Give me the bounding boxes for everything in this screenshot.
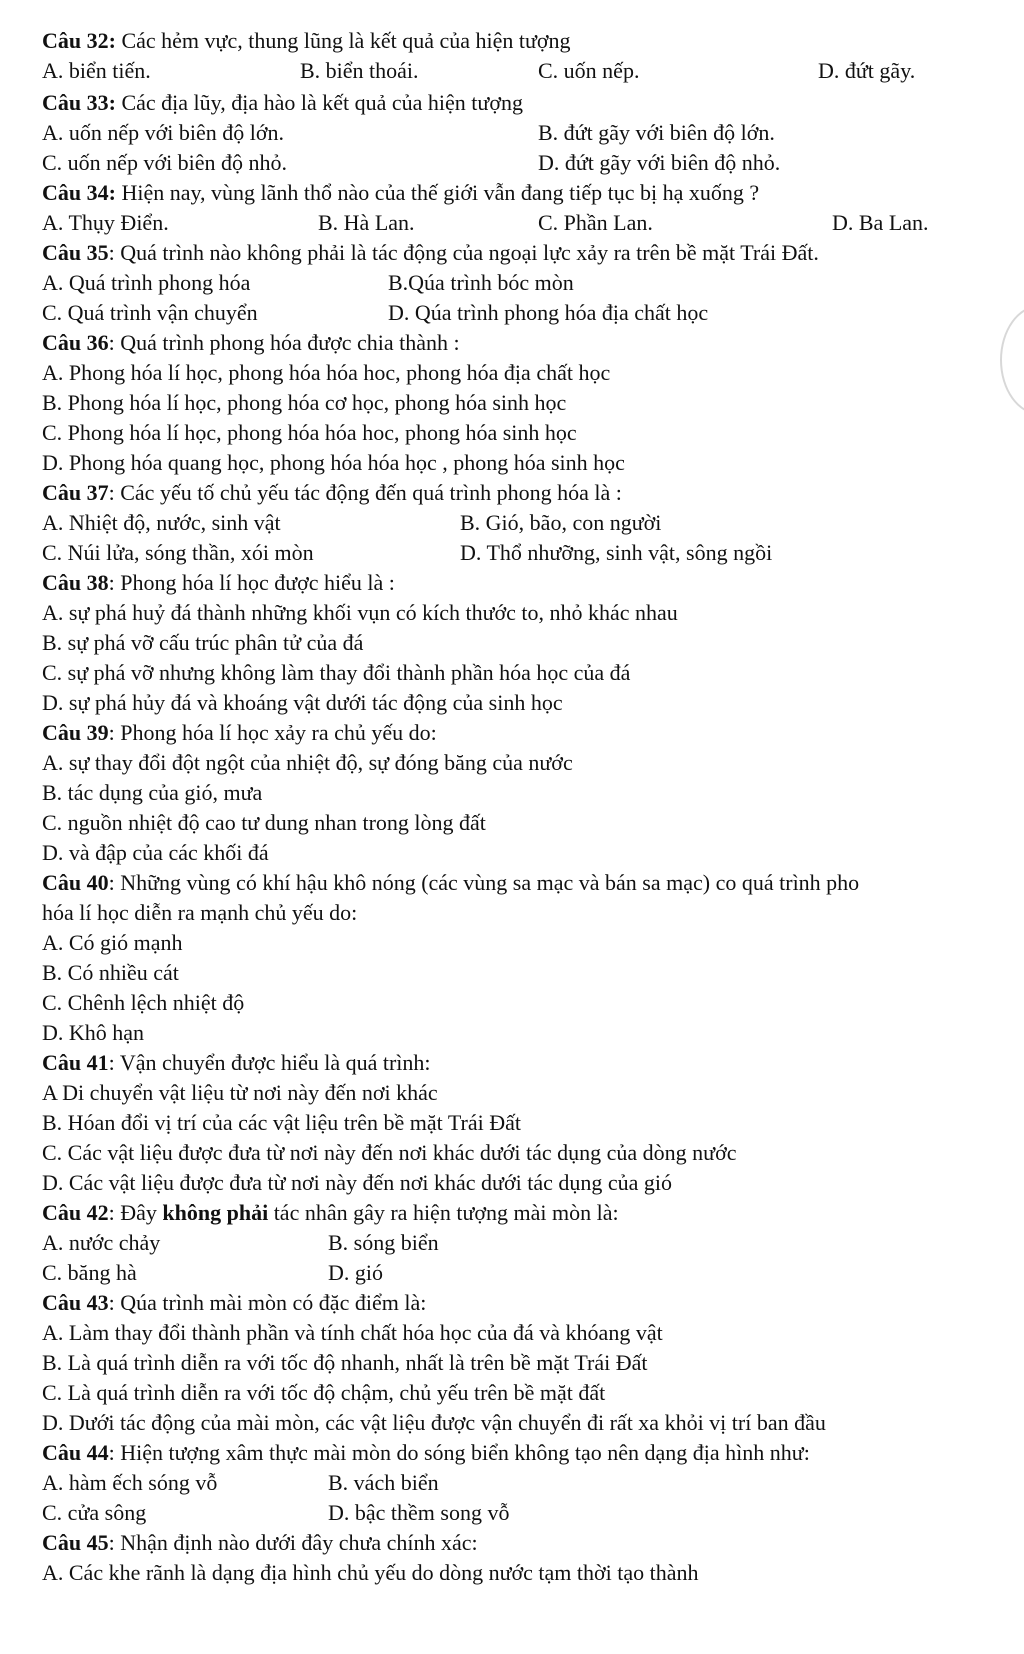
question-text: : Quá trình nào không phải là tác động của ngoại lực xảy ra trên bề mặt Trái Đất. <box>108 240 819 265</box>
option-a: A. sự thay đổi đột ngột của nhiệt độ, sự đóng băng của nước <box>42 750 573 775</box>
option-b: B. sự phá vỡ cấu trúc phân tử của đá <box>42 630 364 655</box>
question-emphasis: không phải <box>162 1200 269 1225</box>
question-text: : Quá trình phong hóa được chia thành : <box>108 330 460 355</box>
option-b: B. Là quá trình diễn ra với tốc độ nhanh, nhất là trên bề mặt Trái Đất <box>42 1350 648 1375</box>
question-40 <box>42 872 859 894</box>
question-38 <box>42 572 395 594</box>
question-text: : Các yếu tố chủ yếu tác động đến quá trình phong hóa là : <box>108 480 622 505</box>
page-edge-curve <box>1000 305 1024 415</box>
question-41 <box>42 1052 431 1074</box>
option-a: A. Phong hóa lí học, phong hóa hóa hoc, phong hóa địa chất học <box>42 360 611 385</box>
question-text: : Nhận định nào dưới đây chưa chính xác: <box>108 1530 478 1555</box>
option-c: C. uốn nếp. <box>538 58 640 83</box>
question-number: Câu 42 <box>42 1200 109 1225</box>
question-number: Câu 40 <box>42 870 109 895</box>
question-text: : Qúa trình mài mòn có đặc điểm là: <box>108 1290 427 1315</box>
question-number: Câu 34: <box>42 180 116 205</box>
option-c: C. Phần Lan. <box>538 210 653 235</box>
option-a: A. hàm ếch sóng vỗ <box>42 1470 218 1495</box>
question-text: : Những vùng có khí hậu khô nóng (các vùng sa mạc và bán sa mạc) co quá trình pho <box>108 870 860 895</box>
option-c: C. Là quá trình diễn ra với tốc độ chậm, chủ yếu trên bề mặt đất <box>42 1380 606 1405</box>
option-c: C. Phong hóa lí học, phong hóa hóa hoc, phong hóa sinh học <box>42 420 577 445</box>
question-number: Câu 43 <box>42 1290 109 1315</box>
question-35 <box>42 242 819 264</box>
question-number: Câu 44 <box>42 1440 109 1465</box>
question-text: : Vận chuyển được hiểu là quá trình: <box>108 1050 431 1075</box>
option-a: A. biển tiến. <box>42 58 151 83</box>
option-a: A. uốn nếp với biên độ lớn. <box>42 120 285 145</box>
question-36 <box>42 332 460 354</box>
option-b: B. Phong hóa lí học, phong hóa cơ học, phong hóa sinh học <box>42 390 567 415</box>
option-d: D. Ba Lan. <box>832 210 929 235</box>
option-b: B. Có nhiều cát <box>42 960 179 985</box>
option-d: D. sự phá hủy đá và khoáng vật dưới tác động của sinh học <box>42 690 563 715</box>
option-b: B. sóng biển <box>328 1230 439 1255</box>
option-d: D. gió <box>328 1260 383 1285</box>
option-a: A. Có gió mạnh <box>42 930 183 955</box>
option-b: B. vách biển <box>328 1470 439 1495</box>
option-c: C. Chênh lệch nhiệt độ <box>42 990 245 1015</box>
option-c: C. nguồn nhiệt độ cao tư dung nhan trong lòng đất <box>42 810 486 835</box>
option-a: A. sự phá huỷ đá thành những khối vụn có kích thước to, nhỏ khác nhau <box>42 600 678 625</box>
option-d: D. Phong hóa quang học, phong hóa hóa học , phong hóa sinh học <box>42 450 625 475</box>
question-number: Câu 32: <box>42 28 116 53</box>
question-text: Các hẻm vực, thung lũng là kết quả của hiện tượng <box>115 28 571 53</box>
question-text: : Hiện tượng xâm thực mài mòn do sóng biển không tạo nên dạng địa hình như: <box>108 1440 810 1465</box>
question-text: Hiện nay, vùng lãnh thổ nào của thế giới vẫn đang tiếp tục bị hạ xuống ? <box>115 180 760 205</box>
question-text: tác nhân gây ra hiện tượng mài mòn là: <box>268 1200 619 1225</box>
option-b: B. đứt gãy với biên độ lớn. <box>538 120 775 145</box>
question-42 <box>42 1202 619 1224</box>
question-number: Câu 33: <box>42 90 116 115</box>
question-44 <box>42 1442 810 1464</box>
option-a: A. Các khe rãnh là dạng địa hình chủ yếu do dòng nước tạm thời tạo thành <box>42 1560 699 1585</box>
option-d: D. Khô hạn <box>42 1020 145 1045</box>
option-c: C. Quá trình vận chuyển <box>42 300 258 325</box>
question-43 <box>42 1292 426 1314</box>
option-c: C. sự phá vỡ nhưng không làm thay đổi thành phần hóa học của đá <box>42 660 631 685</box>
option-a: A. nước chảy <box>42 1230 161 1255</box>
question-number: Câu 36 <box>42 330 109 355</box>
option-c: C. cửa sông <box>42 1500 147 1525</box>
option-d: D. Dưới tác động của mài mòn, các vật liệu được vận chuyển đi rất xa khỏi vị trí ban đầu <box>42 1410 826 1435</box>
option-a: A. Quá trình phong hóa <box>42 270 251 295</box>
question-text-pre: : Đây <box>108 1200 163 1225</box>
question-number: Câu 35 <box>42 240 109 265</box>
question-32 <box>42 30 571 52</box>
option-b: B. biển thoái. <box>300 58 419 83</box>
question-number: Câu 41 <box>42 1050 109 1075</box>
option-b: B. tác dụng của gió, mưa <box>42 780 263 805</box>
option-d: D. bậc thềm song vỗ <box>328 1500 510 1525</box>
option-b: B. Hóan đổi vị trí của các vật liệu trên bề mặt Trái Đất <box>42 1110 521 1135</box>
option-a: A. Thụy Điển. <box>42 210 169 235</box>
option-c: C. Các vật liệu được đưa từ nơi này đến nơi khác dưới tác dụng của dòng nước <box>42 1140 737 1165</box>
question-45 <box>42 1532 478 1554</box>
option-a: A. Làm thay đổi thành phần và tính chất hóa học của đá và khóang vật <box>42 1320 663 1345</box>
question-number: Câu 45 <box>42 1530 109 1555</box>
question-number: Câu 38 <box>42 570 109 595</box>
question-34 <box>42 182 759 204</box>
option-c: C. Núi lửa, sóng thần, xói mòn <box>42 540 314 565</box>
option-d: D. Các vật liệu được đưa từ nơi này đến nơi khác dưới tác dụng của gió <box>42 1170 673 1195</box>
option-d: D. đứt gãy. <box>818 58 916 83</box>
question-text: : Phong hóa lí học được hiểu là : <box>108 570 395 595</box>
option-d: D. và đập của các khối đá <box>42 840 269 865</box>
question-number: Câu 37 <box>42 480 109 505</box>
option-c: C. uốn nếp với biên độ nhỏ. <box>42 150 288 175</box>
option-d: D. Thổ nhưỡng, sinh vật, sông ngồi <box>460 540 773 565</box>
question-text: : Phong hóa lí học xảy ra chủ yếu do: <box>108 720 437 745</box>
question-number: Câu 39 <box>42 720 109 745</box>
option-b: B. Hà Lan. <box>318 210 415 235</box>
option-c: C. băng hà <box>42 1260 137 1285</box>
option-a: A Di chuyển vật liệu từ nơi này đến nơi khác <box>42 1080 438 1105</box>
question-text-continued: hóa lí học diễn ra mạnh chủ yếu do: <box>42 900 358 925</box>
question-37 <box>42 482 622 504</box>
question-text: Các địa lũy, địa hào là kết quả của hiện tượng <box>115 90 523 115</box>
option-d: D. đứt gãy với biên độ nhỏ. <box>538 150 781 175</box>
option-a: A. Nhiệt độ, nước, sinh vật <box>42 510 281 535</box>
question-39 <box>42 722 437 744</box>
option-b: B. Gió, bão, con người <box>460 510 662 535</box>
option-d: D. Qúa trình phong hóa địa chất học <box>388 300 709 325</box>
question-33 <box>42 92 523 114</box>
option-b: B.Qúa trình bóc mòn <box>388 270 574 295</box>
